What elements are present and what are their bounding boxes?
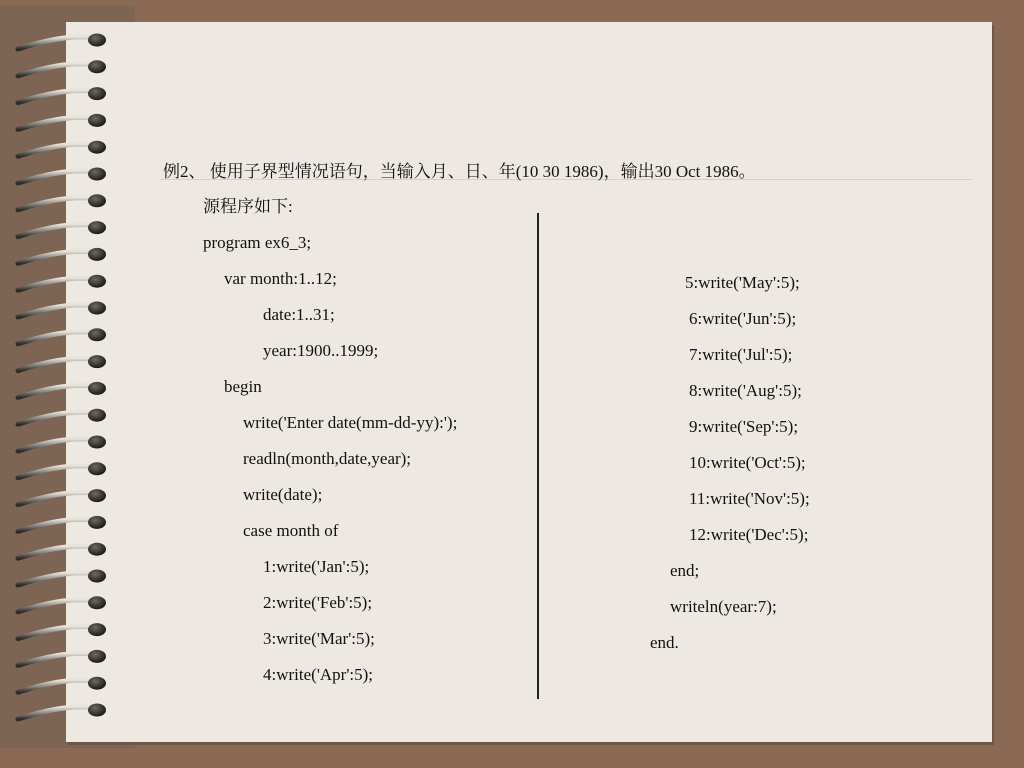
binding-hole [88, 60, 106, 73]
spiral-binding-icon [0, 0, 130, 768]
code-line: 8:write('Aug':5); [689, 381, 802, 400]
binding-hole [88, 623, 106, 636]
code-line: 7:write('Jul':5); [689, 345, 793, 364]
binding-hole [88, 677, 106, 690]
binding-hole [88, 462, 106, 475]
spiral-coil [18, 412, 96, 424]
binding-hole [88, 275, 106, 288]
binding-hole [88, 141, 106, 154]
spiral-coil [18, 359, 96, 371]
spiral-coil [18, 37, 96, 49]
binding-hole [88, 302, 106, 315]
spiral-coil [18, 707, 96, 719]
code-line: 9:write('Sep':5); [689, 417, 799, 436]
binding-hole [88, 489, 106, 502]
binding-hole [88, 248, 106, 261]
code-line: year:1900..1999; [263, 341, 379, 360]
spiral-coil [18, 519, 96, 531]
spiral-coil [18, 573, 96, 585]
spiral-coil [18, 91, 96, 103]
binding-hole [88, 221, 106, 234]
code-line: program ex6_3; [203, 233, 312, 252]
code-line: end; [670, 561, 700, 580]
spiral-coil [18, 493, 96, 505]
spiral-coil [18, 546, 96, 558]
spiral-coil [18, 600, 96, 612]
spiral-coil [18, 332, 96, 344]
binding-hole [88, 596, 106, 609]
code-line: write(date); [243, 485, 323, 504]
code-line: 1:write('Jan':5); [263, 557, 370, 576]
example-title: 例2、 使用子界型情况语句，当输入月、日、年(10 30 1986)，输出30 Oct 1986。 [163, 162, 756, 181]
code-line: date:1..31; [263, 305, 335, 324]
code-line: write('Enter date(mm-dd-yy):'); [243, 413, 458, 432]
spiral-coil [18, 117, 96, 129]
spiral-coil [18, 466, 96, 478]
binding-hole [88, 328, 106, 341]
binding-hole [88, 355, 106, 368]
spiral-coil [18, 251, 96, 263]
binding-hole [88, 382, 106, 395]
spiral-coil [18, 278, 96, 290]
binding-hole [88, 409, 106, 422]
code-line: 3:write('Mar':5); [263, 629, 375, 648]
binding-hole [88, 114, 106, 127]
spiral-coil [18, 144, 96, 156]
binding-hole [88, 543, 106, 556]
binding-hole [88, 516, 106, 529]
spiral-coil [18, 680, 96, 692]
code-line: 5:write('May':5); [685, 273, 800, 292]
code-line: 4:write('Apr':5); [263, 665, 373, 684]
code-line: 6:write('Jun':5); [689, 309, 797, 328]
spiral-coil [18, 225, 96, 237]
spiral-coil [18, 385, 96, 397]
code-line: 10:write('Oct':5); [689, 453, 806, 472]
spiral-coil [18, 171, 96, 183]
code-line: begin [224, 377, 262, 396]
binding-hole [88, 704, 106, 717]
spiral-coil [18, 439, 96, 451]
code-line: 12:write('Dec':5); [689, 525, 809, 544]
code-line: end. [650, 633, 679, 652]
code-line: readln(month,date,year); [243, 449, 412, 468]
spiral-coil [18, 198, 96, 210]
binding-hole [88, 436, 106, 449]
spiral-coil [18, 64, 96, 76]
code-line: 11:write('Nov':5); [689, 489, 810, 508]
code-line: var month:1..12; [224, 269, 337, 288]
binding-hole [88, 194, 106, 207]
code-line: 2:write('Feb':5); [263, 593, 373, 612]
binding-hole [88, 570, 106, 583]
binding-hole [88, 87, 106, 100]
code-line: writeln(year:7); [670, 597, 777, 616]
binding-hole [88, 34, 106, 47]
code-line: case month of [243, 521, 339, 540]
binding-hole [88, 650, 106, 663]
spiral-coil [18, 627, 96, 639]
notebook-page [66, 22, 992, 742]
code-line: 源程序如下: [203, 197, 293, 216]
column-divider [537, 213, 539, 699]
spiral-coil [18, 305, 96, 317]
spiral-coil [18, 653, 96, 665]
binding-hole [88, 168, 106, 181]
